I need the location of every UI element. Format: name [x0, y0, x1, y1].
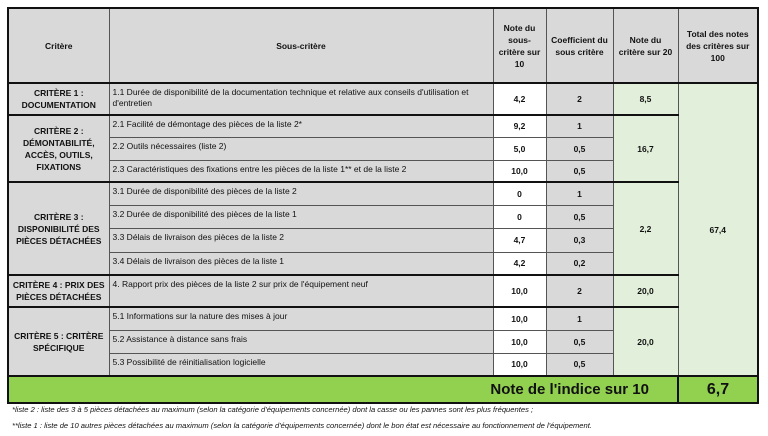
sub-criterion-note: 0 — [493, 205, 546, 228]
sub-criterion-label: 5.2 Assistance à distance sans frais — [109, 330, 493, 353]
sub-criterion-label: 5.3 Possibilité de réinitialisation logicielle — [109, 353, 493, 376]
sub-criterion-label: 2.1 Facilité de démontage des pièces de la liste 2* — [109, 115, 493, 137]
criterion-note: 8,5 — [613, 83, 678, 115]
sub-criterion-coefficient: 1 — [546, 307, 613, 330]
criterion-note: 2,2 — [613, 182, 678, 275]
table-row — [8, 307, 758, 330]
header-total: Total des notes des critères sur 100 — [678, 8, 758, 83]
sub-criterion-coefficient: 0,5 — [546, 330, 613, 353]
criterion-label: CRITÈRE 3 : DISPONIBILITÉ DES PIÈCES DÉTACHÉES — [8, 182, 109, 275]
sub-criterion-coefficient: 2 — [546, 275, 613, 307]
table-row — [8, 182, 758, 205]
repairability-index-table — [7, 7, 759, 404]
sub-criterion-note: 10,0 — [493, 307, 546, 330]
sub-criterion-coefficient: 0,5 — [546, 353, 613, 376]
sub-criterion-note: 10,0 — [493, 160, 546, 182]
criterion-note: 20,0 — [613, 275, 678, 307]
sub-criterion-label: 3.4 Délais de livraison des pièces de la liste 1 — [109, 252, 493, 275]
sub-criterion-coefficient: 2 — [546, 83, 613, 115]
criterion-label: CRITÈRE 5 : CRITÈRE SPÉCIFIQUE — [8, 307, 109, 376]
table-row — [8, 83, 758, 115]
sub-criterion-note: 0 — [493, 182, 546, 205]
sub-criterion-note: 9,2 — [493, 115, 546, 137]
header-coefficient: Coefficient du sous critère — [546, 8, 613, 83]
sub-criterion-label: 5.1 Informations sur la nature des mises à jour — [109, 307, 493, 330]
sub-criterion-label: 3.3 Délais de livraison des pièces de la liste 2 — [109, 228, 493, 252]
sub-criterion-note: 4,2 — [493, 252, 546, 275]
final-index-label: Note de l'indice sur 10 — [8, 376, 678, 403]
table-row — [8, 275, 758, 307]
sub-criterion-label: 2.2 Outils nécessaires (liste 2) — [109, 137, 493, 160]
sub-criterion-note: 4,7 — [493, 228, 546, 252]
sub-criterion-note: 10,0 — [493, 275, 546, 307]
criterion-label: CRITÈRE 1 : DOCUMENTATION — [8, 83, 109, 115]
header-note-critere: Note du critère sur 20 — [613, 8, 678, 83]
sub-criterion-coefficient: 0,5 — [546, 160, 613, 182]
sub-criterion-label: 3.1 Durée de disponibilité des pièces de la liste 2 — [109, 182, 493, 205]
header-sous-critere: Sous-critère — [109, 8, 493, 83]
sub-criterion-note: 4,2 — [493, 83, 546, 115]
table-row — [8, 115, 758, 137]
header-note-sous-critere: Note du sous-critère sur 10 — [493, 8, 546, 83]
sub-criterion-coefficient: 0,5 — [546, 205, 613, 228]
sub-criterion-coefficient: 1 — [546, 182, 613, 205]
footnote-liste-1: **liste 1 : liste de 10 autres pièces détachées au maximum (selon la catégorie d'équipements concernée) dont le bon état est nécessaire au fonctionnement de l'équipement. — [12, 421, 592, 430]
total-score: 67,4 — [678, 83, 758, 376]
criterion-note: 16,7 — [613, 115, 678, 182]
sub-criterion-label: 2.3 Caractéristiques des fixations entre les pièces de la liste 1** et de la liste 2 — [109, 160, 493, 182]
criterion-note: 20,0 — [613, 307, 678, 376]
criterion-label: CRITÈRE 2 : DÉMONTABILITÉ, ACCÈS, OUTILS, FIXATIONS — [8, 115, 109, 182]
final-index-value: 6,7 — [678, 376, 758, 403]
sub-criterion-note: 5,0 — [493, 137, 546, 160]
sub-criterion-coefficient: 0,5 — [546, 137, 613, 160]
sub-criterion-coefficient: 1 — [546, 115, 613, 137]
sub-criterion-label: 4. Rapport prix des pièces de la liste 2 sur prix de l'équipement neuf — [109, 275, 493, 307]
criterion-label: CRITÈRE 4 : PRIX DES PIÈCES DÉTACHÉES — [8, 275, 109, 307]
footnote-liste-2: *liste 2 : liste des 3 à 5 pièces détachées au maximum (selon la catégorie d'équipements concernée) dont la casse ou les pannes sont les plus fréquentes ; — [12, 405, 534, 414]
sub-criterion-label: 3.2 Durée de disponibilité des pièces de la liste 1 — [109, 205, 493, 228]
sub-criterion-coefficient: 0,3 — [546, 228, 613, 252]
sub-criterion-coefficient: 0,2 — [546, 252, 613, 275]
header-row — [8, 8, 758, 83]
header-critere: Critère — [8, 8, 109, 83]
final-index-row — [8, 376, 758, 403]
sub-criterion-label: 1.1 Durée de disponibilité de la documentation technique et relative aux conseils d'utilisation et d'entretien — [109, 83, 493, 115]
sub-criterion-note: 10,0 — [493, 353, 546, 376]
sub-criterion-note: 10,0 — [493, 330, 546, 353]
